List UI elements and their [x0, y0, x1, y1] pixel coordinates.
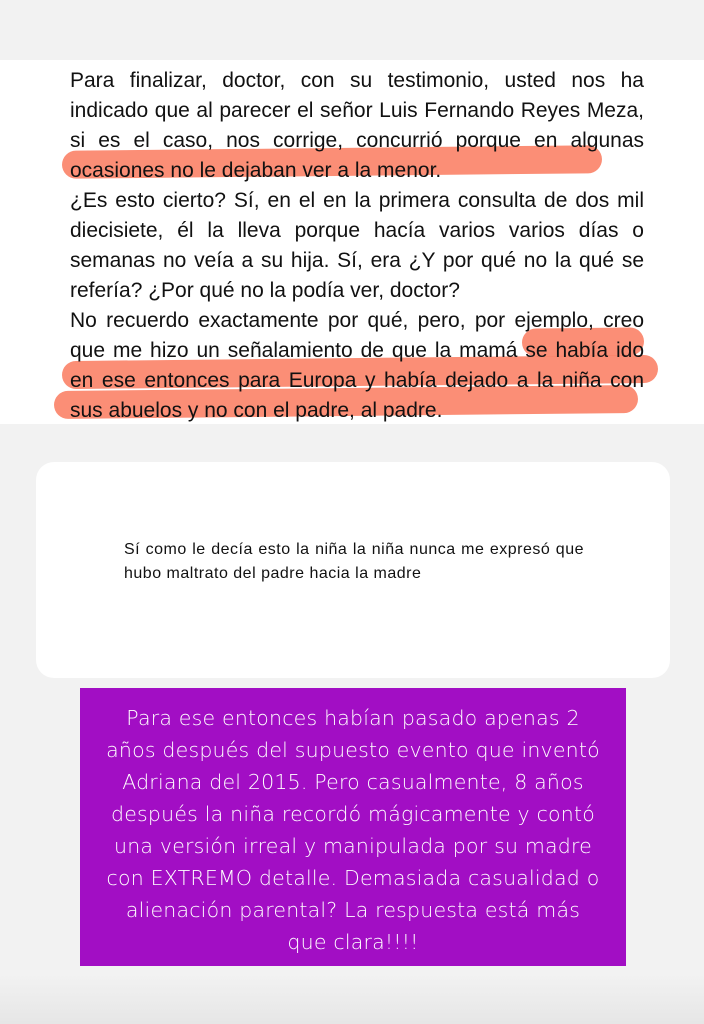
transcript-paragraph: No recuerdo exactamente por qué, pero, por ejemplo, creo que me hizo un señalamiento de que la mamá se había ido en ese entonces para Europa y había dejado a la niña con sus abuelos y no con el padre, al padre. — [70, 309, 644, 422]
bottom-fade — [0, 974, 704, 1024]
transcript-paragraph: ¿Es esto cierto? Sí, en el en la primera consulta de dos mil diecisiete, él la lleva porque hacía varios varios días o semanas no veía a su hija. Sí, era ¿Y por qué no la qué se refería? ¿Por qué no la podía ver, doctor? — [70, 189, 644, 302]
transcript-paragraph: Para finalizar, doctor, con su testimonio, usted nos ha indicado que al parecer el señor Luis Fernando Reyes Meza, si es el caso, nos corrige, concurrió porque en algunas ocasiones no le dejaban ver a la menor. — [70, 69, 644, 182]
transcript-card — [0, 60, 704, 424]
quote-text: Sí como le decía esto la niña la niña nunca me expresó que hubo maltrato del padre hacia la madre — [124, 541, 584, 582]
commentary-box — [80, 688, 626, 966]
commentary-text: Para ese entonces habían pasado apenas 2 años después del supuesto evento que inventó Adriana del 2015. Pero casualmente, 8 años después la niña recordó mágicamente y contó una versión irreal y manipulada por su madre con EXTREMO detalle. Demasiada casualidad o alienación parental? La respuesta está más que clara!!!! — [106, 706, 600, 954]
quote-card — [36, 462, 670, 678]
